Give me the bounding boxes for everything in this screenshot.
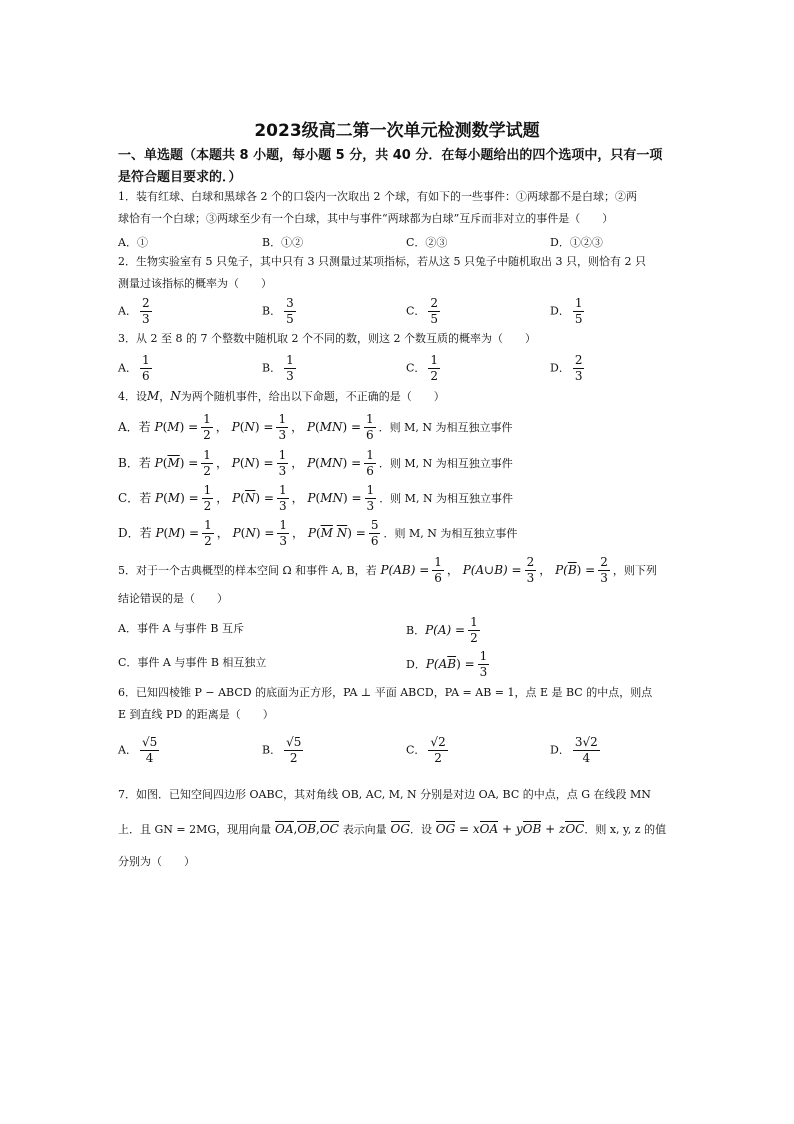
q1-option-c[interactable]: C．②③: [406, 236, 448, 249]
q3-option-c[interactable]: C． $\frac{1}{2}$: [406, 353, 439, 383]
question-6: [118, 682, 688, 726]
question-1: [118, 186, 688, 230]
q5-option-c[interactable]: C．事件 A 与事件 B 相互独立: [118, 656, 267, 669]
q2-option-c[interactable]: C． $\frac{2}{5}$: [406, 296, 439, 326]
q5-option-a[interactable]: A．事件 A 与事件 B 互斥: [118, 622, 244, 635]
q2-option-a[interactable]: A． $\frac{2}{3}$: [118, 296, 150, 326]
question-5-line2: 结论错误的是（ ）: [118, 592, 228, 605]
q6-option-c[interactable]: C． $\frac{√2}{2}$: [406, 735, 446, 765]
q1-option-a[interactable]: A．①: [118, 236, 148, 249]
q5-option-b[interactable]: B．P(A) = $\frac{1}{2}$: [406, 615, 478, 645]
q4-option-b[interactable]: B．若 $P(\overline{M})$ = $\frac{1}{2}$ ， P(N) = $\frac{1}{3}$ ， P(MN) = $\frac{1}{6}$ ．则 M, N 为相互独立事件: [118, 448, 513, 478]
question-7-line1: 7．如图．已知空间四边形 OABC，其对角线 OB, AC, M, N 分别是对边 OA, BC 的中点，点 G 在线段 MN: [118, 788, 651, 801]
q6-option-b[interactable]: B． $\frac{√5}{2}$: [262, 735, 302, 765]
section-heading-line1: 一、单选题（本题共 8 小题，每小题 5 分，共 40 分．在每小题给出的四个选项中，只有一项: [118, 148, 663, 163]
q4-option-a[interactable]: A．若 P(M) = $\frac{1}{2}$ ， P(N) = $\frac{1}{3}$ ， P(MN) = $\frac{1}{6}$ ．则 M, N 为相互独立事件: [118, 412, 513, 442]
section-heading-line2: 是符合题目要求的．）: [118, 170, 242, 185]
q1-option-d[interactable]: D．①②③: [550, 236, 603, 249]
q3-option-b[interactable]: B． $\frac{1}{3}$: [262, 353, 294, 383]
question-7-line2: 上．且 GN = 2MG，现用向量 OA,OB,OC 表示向量 OG．设 OG = xOA + yOB + zOC．则 x, y, z 的值: [118, 822, 667, 836]
question-2: [118, 251, 688, 295]
q4-option-c[interactable]: C．若 P(M) = $\frac{1}{2}$ ， $P(\overline{N})$ = $\frac{1}{3}$ ， P(MN) = $\frac{1}{3}$ ．则 M, N 为相互独立事件: [118, 483, 514, 513]
question-5-line1: 5．对于一个古典概型的样本空间 Ω 和事件 A, B，若 P(AB) = $\frac{1}{6}$ ， P(A∪B) = $\frac{2}{3}$ ， $P(\overline{B})$ = $\frac{2}{3}$ ，则下列: [118, 555, 657, 585]
q2-option-b[interactable]: B． $\frac{3}{5}$: [262, 296, 294, 326]
q6-option-d[interactable]: D． $\frac{3√2}{4}$: [550, 735, 598, 765]
section-heading: [118, 145, 688, 189]
question-3: [118, 328, 688, 350]
question-2-line2: 测量过该指标的概率为（ ）: [118, 277, 272, 290]
q4-option-d[interactable]: D．若 P(M) = $\frac{1}{2}$ ， P(N) = $\frac{1}{3}$ ， $P(\overline{M}$ $\overline{N}$) = $\frac{5}{6}$ ．则 M, N 为相互独立事件: [118, 518, 518, 548]
q6-option-a[interactable]: A． $\frac{√5}{4}$: [118, 735, 158, 765]
q3-option-a[interactable]: A． $\frac{1}{6}$: [118, 353, 150, 383]
q3-option-d[interactable]: D． $\frac{2}{3}$: [550, 353, 583, 383]
question-6-line2: E 到直线 PD 的距离是（ ）: [118, 708, 274, 721]
question-1-line1: 1．装有红球、白球和黑球各 2 个的口袋内一次取出 2 个球，有如下的一些事件：①两球都不是白球；②两: [118, 190, 637, 203]
page-title: 2023级高二第一次单元检测数学试题: [254, 121, 540, 141]
question-4: 4．设M，N为两个随机事件，给出以下命题，不正确的是（ ）: [118, 389, 445, 403]
question-1-line2: 球恰有一个白球；③两球至少有一个白球，其中与事件“两球都为白球”互斥而非对立的事件是（ ）: [118, 212, 614, 225]
q5-option-d[interactable]: D．$P(A\overline{B})$ = $\frac{1}{3}$: [406, 649, 488, 679]
question-6-line1: 6．已知四棱锥 P − ABCD 的底面为正方形，PA ⊥ 平面 ABCD，PA = AB = 1，点 E 是 BC 的中点，则点: [118, 686, 653, 699]
question-2-line1: 2．生物实验室有 5 只兔子，其中只有 3 只测量过某项指标，若从这 5 只兔子中随机取出 3 只，则恰有 2 只: [118, 255, 646, 268]
q2-option-d[interactable]: D． $\frac{1}{5}$: [550, 296, 583, 326]
q1-option-b[interactable]: B．①②: [262, 236, 304, 249]
question-7-line3: 分别为（ ）: [118, 855, 195, 868]
question-3-line1: 3．从 2 至 8 的 7 个整数中随机取 2 个不同的数，则这 2 个数互质的概率为（ ）: [118, 332, 536, 345]
